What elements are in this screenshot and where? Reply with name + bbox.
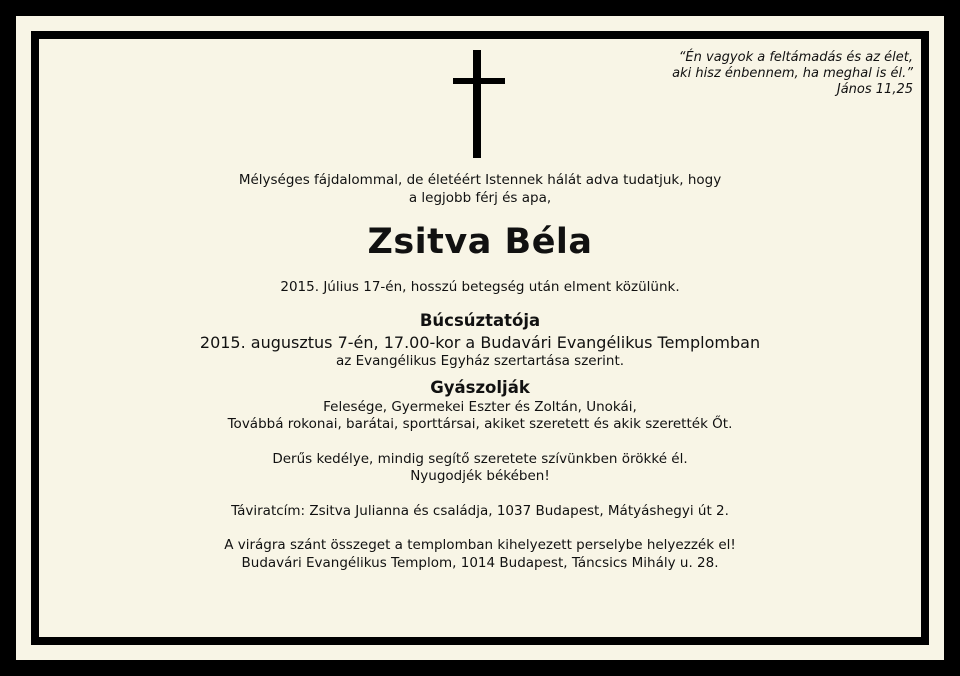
intro-line-1: Mélységes fájdalommal, de életéért Istennek hálát adva tudatjuk, hogy <box>238 172 722 188</box>
farewell-line-1: 2015. augusztus 7-én, 17.00-kor a Budavári Evangélikus Templomban <box>199 333 761 352</box>
farewell-heading: Búcsúztatója <box>419 311 541 330</box>
quote-source: János 11,25 <box>836 82 913 97</box>
mourners-line-1: Felesége, Gyermekei Eszter és Zoltán, Unokái, <box>323 398 637 415</box>
memorial-line-1: Derűs kedélye, mindig segítő szeretete szívünkben örökké él. <box>272 450 688 467</box>
obituary-card <box>16 16 944 660</box>
bible-quote <box>672 50 913 98</box>
farewell-line-2: az Evangélikus Egyház szertartása szerint. <box>335 353 625 369</box>
intro-line-2: a legjobb férj és apa, <box>408 190 552 206</box>
telegram-address: Táviratcím: Zsitva Julianna és családja, 1037 Budapest, Mátyáshegyi út 2. <box>231 502 729 519</box>
memorial-line-2: Nyugodjék békében! <box>410 468 550 484</box>
quote-line-1: “Én vagyok a feltámadás és az élet, <box>678 50 913 65</box>
deceased-name: Zsitva Béla <box>367 222 593 262</box>
obituary-text <box>39 171 921 572</box>
death-line: 2015. Július 17-én, hosszú betegség után elment közülünk. <box>280 279 680 295</box>
black-frame <box>31 31 929 645</box>
mourners-heading: Gyászolják <box>430 377 530 397</box>
quote-line-2: aki hisz énbennem, ha meghal is él.” <box>672 66 913 81</box>
flowers-line-2: Budavári Evangélikus Templom, 1014 Budapest, Táncsics Mihály u. 28. <box>241 554 719 571</box>
mourners-line-2: Továbbá rokonai, barátai, sporttársai, akiket szeretett és akik szerették Őt. <box>227 416 733 432</box>
flowers-line-1: A virágra szánt összeget a templomban kihelyezett perselybe helyezzék el! <box>224 537 736 553</box>
